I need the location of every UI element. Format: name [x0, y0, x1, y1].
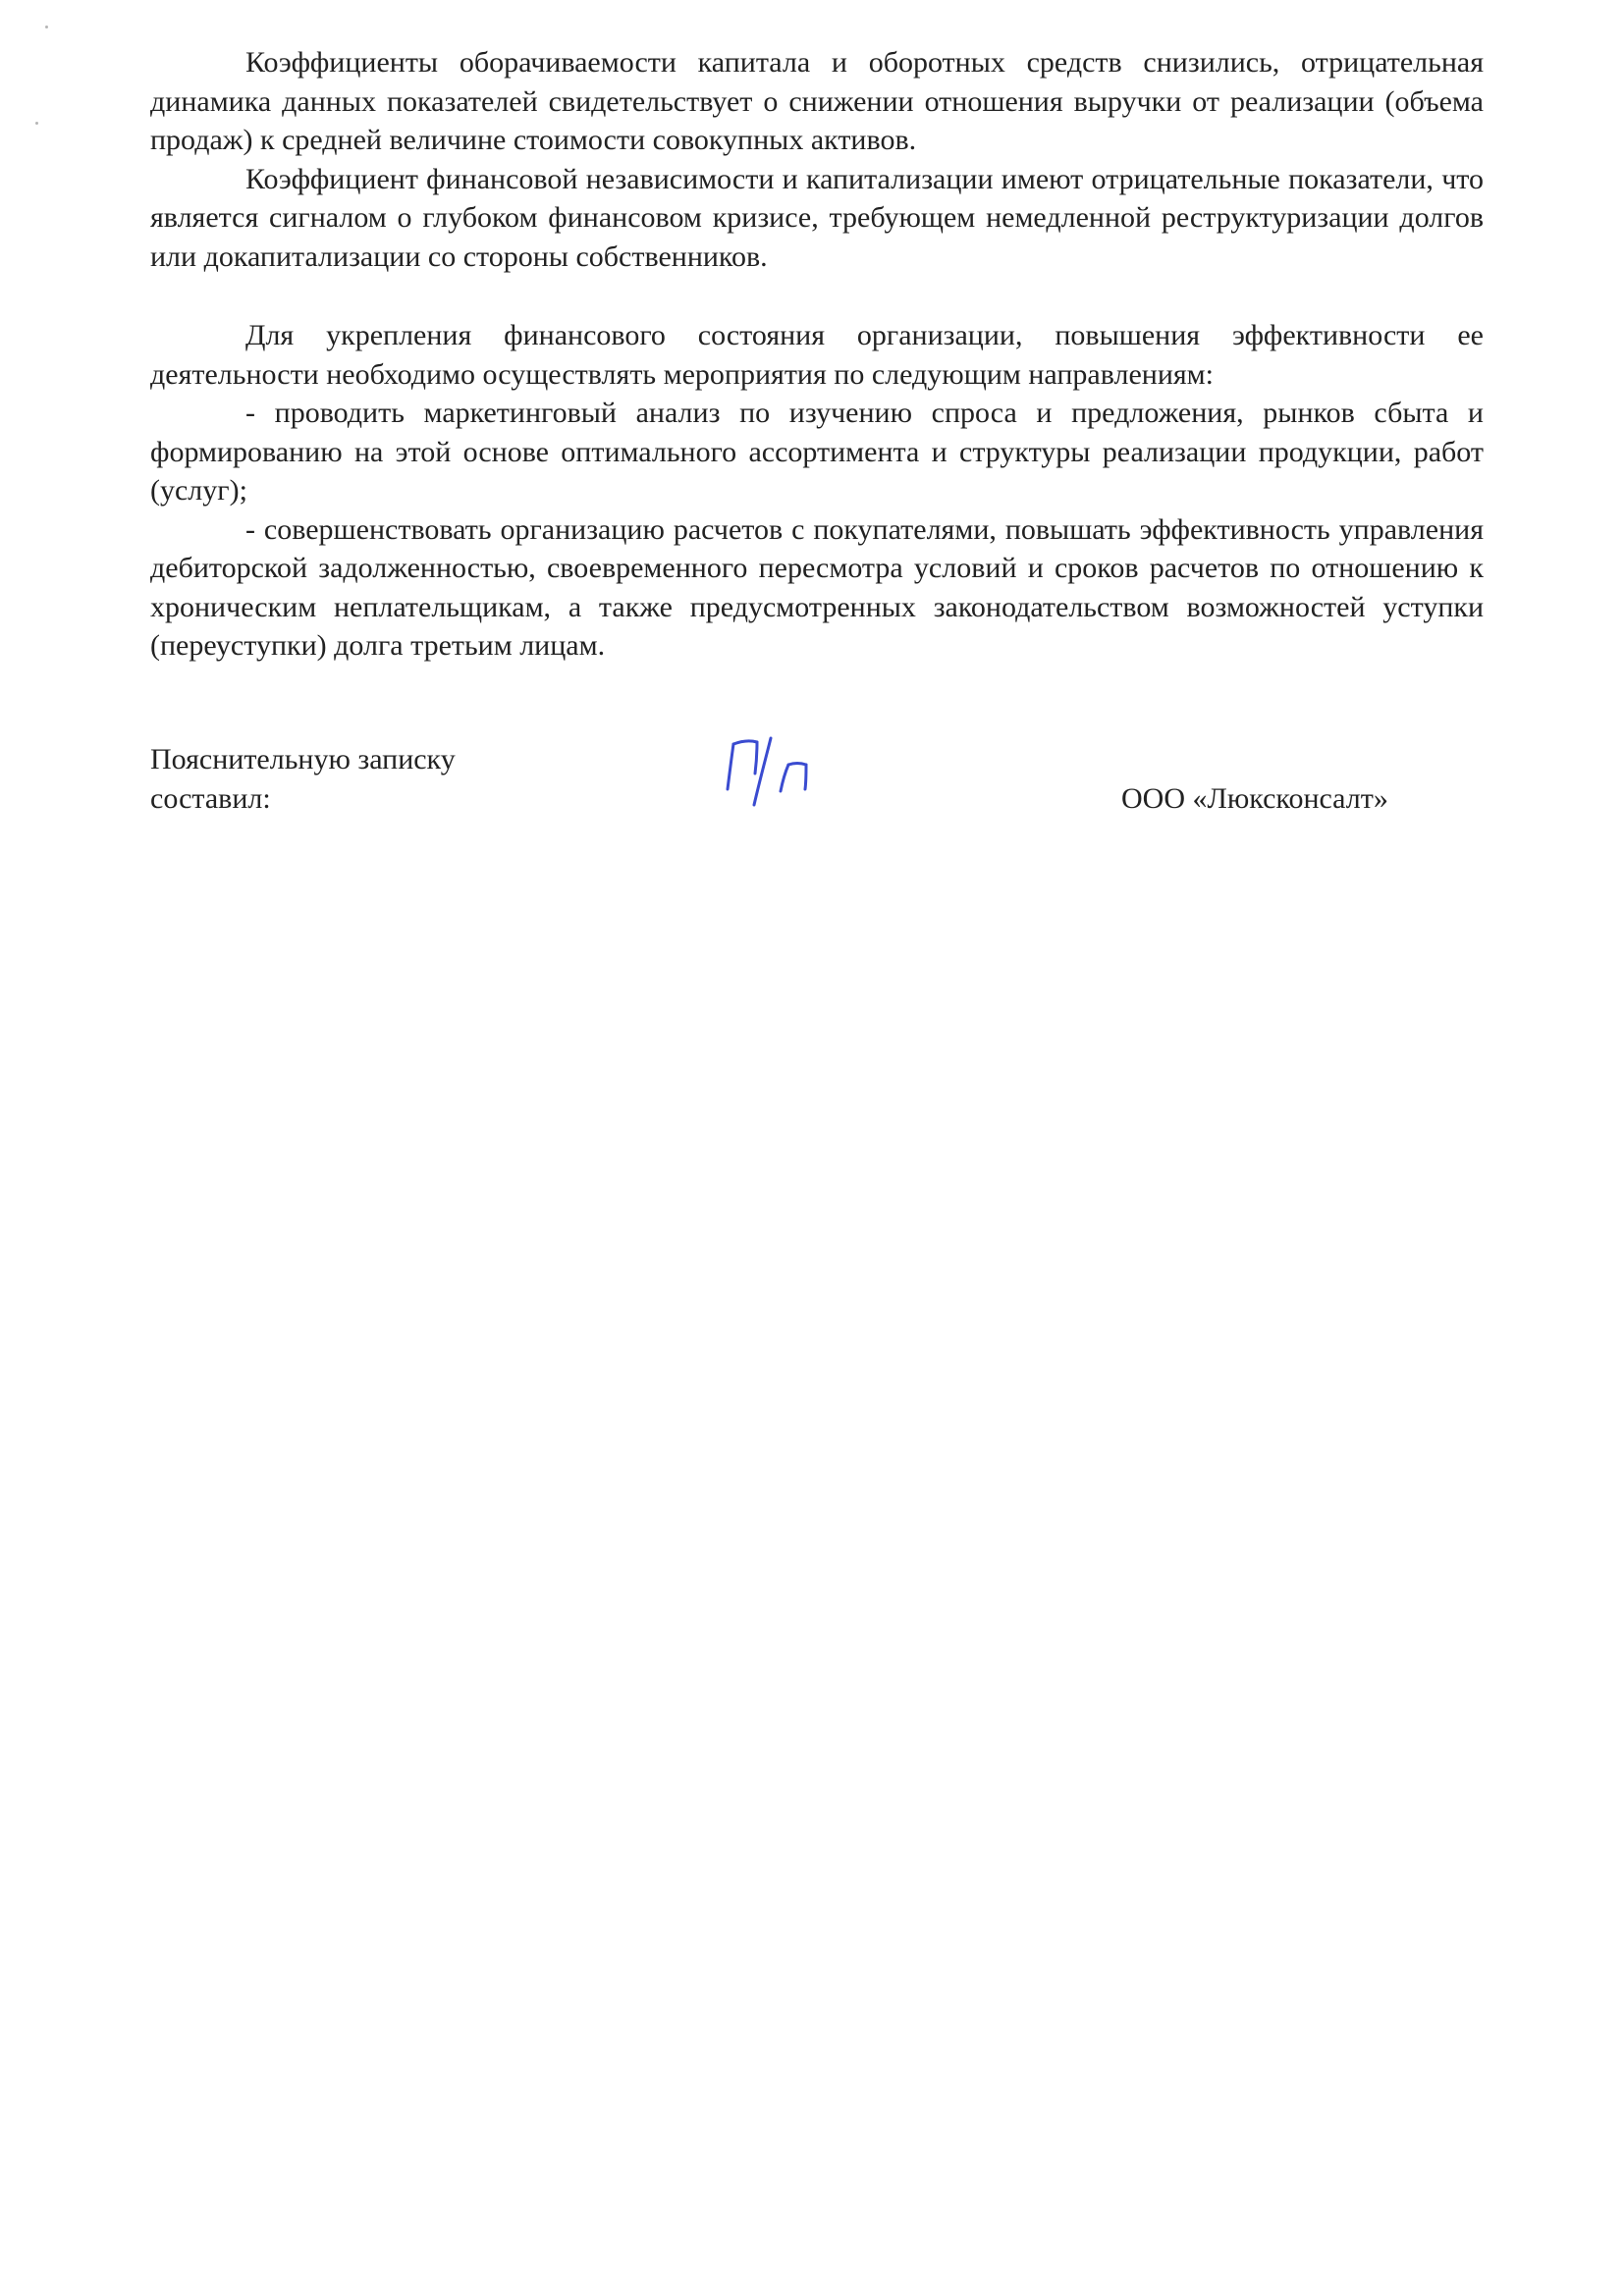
recommendations-intro: Для укрепления финансового состояния организации, повышения эффективности ее деятельности необходимо осуществлять мероприятия по следующим направлениям:	[150, 319, 1484, 391]
recommendation-item: - совершенствовать организацию расчетов с покупателями, повышать эффективность управления дебиторской задолженностью, своевременного пересмотра условий и сроков расчетов по отношению к хроническим неплательщикам, а также предусмотренных законодательством возможностей уступки (переуступки) долга третьим лицам.	[150, 512, 1484, 662]
scan-speck	[35, 122, 38, 125]
compiled-by-line2: составил:	[150, 781, 271, 815]
paragraph-independence-ratio: Коэффициент финансовой независимости и капитализации имеют отрицательные показатели, что является сигналом о глубоком финансовом кризисе, требующем немедленной реструктуризации долгов или докапитализации со стороны собственников.	[150, 162, 1484, 273]
handwritten-signature	[720, 732, 828, 811]
compiled-by-line1: Пояснительную записку	[150, 743, 456, 775]
recommendation-item: - проводить маркетинговый анализ по изучению спроса и предложения, рынков сбыта и формированию на этой основе оптимального ассортимента и структуры реализации продукции, работ (услуг);	[150, 397, 1484, 507]
signature-block	[150, 740, 1484, 838]
scan-speck	[45, 26, 48, 28]
paragraph-turnover-ratios: Коэффициенты оборачиваемости капитала и оборотных средств снизились, отрицательная динамика данных показателей свидетельствует о снижении отношения выручки от реализации (объема продаж) к средней величине стоимости совокупных активов.	[150, 46, 1484, 156]
paragraph-gap	[150, 276, 1484, 316]
document-body	[150, 43, 1484, 666]
organization-name: ООО «Люксконсалт»	[1121, 781, 1388, 815]
compiled-by-label	[150, 740, 563, 818]
